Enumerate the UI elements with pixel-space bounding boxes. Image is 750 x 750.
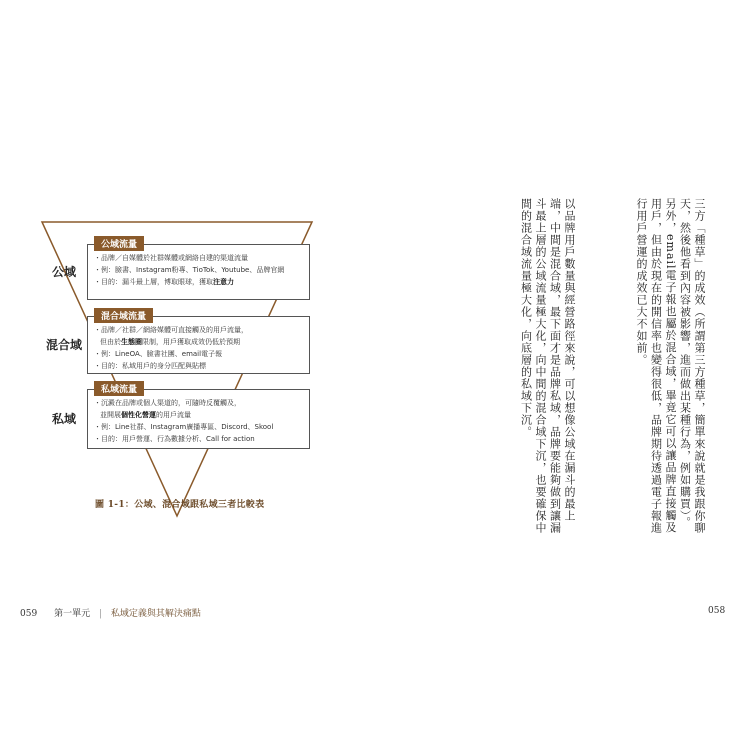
- footer-separator: |: [98, 609, 102, 619]
- public-domain-section: [42, 236, 310, 300]
- unit-label: 第一單元: [54, 609, 91, 619]
- private-domain-side-label: 私域: [51, 412, 76, 426]
- list-item: ・例：Line社群、Instagram廣播專區、Discord、Skool: [94, 423, 274, 431]
- right-page-footer: [708, 606, 725, 616]
- private-domain-tag: 私域流量: [94, 381, 144, 396]
- private-domain-section: [42, 381, 310, 449]
- list-item: ・沉澱在品牌或個人渠道的，可隨時反覆觸及，: [94, 399, 241, 407]
- right-page-number: 058: [708, 606, 726, 616]
- private-domain-list: [94, 397, 304, 445]
- public-domain-side-label: 公域: [51, 265, 76, 279]
- list-item: 但由於生態圈限制，用戶獲取成效仍低於預期: [100, 338, 240, 346]
- public-domain-list: [94, 252, 304, 288]
- list-item: ・目的：漏斗最上層，博取眼球，獲取注意力: [94, 278, 234, 286]
- chapter-title: 私域定義與其解決痛點: [110, 609, 201, 619]
- list-item: ・例：臉書、Instagram粉專、TioTok、Youtube、品牌官網: [94, 266, 285, 274]
- list-item: ・目的：用戶營運、行為數據分析、Call for action: [94, 435, 255, 443]
- list-item: ・品牌／社群／網絡媒體可直接觸及的用戶流量，: [94, 326, 248, 334]
- public-domain-tag: 公域流量: [94, 236, 144, 251]
- list-item: ・例：LineOA、臉書社團、email電子報: [94, 350, 223, 358]
- right-page-paragraph-1: 三方「種草」的成效（所謂第三方種草，簡單來說就是我跟你聊天，然後他看到內容被影響，進而做出某種行為，例如購買）。另外，email電子報也屬於混合域，畢竟它可以讓品牌直接觸及用戶，但由於現在的開信率也變得很低，品牌期待透過電子報進行用戶營運的成效已大不如前。: [635, 198, 706, 534]
- list-item: ・目的：私域用戶的身分匹配與貼標: [94, 362, 206, 370]
- list-item: ・品牌／自媒體於社群媒體或網絡自建的渠道流量: [94, 254, 248, 262]
- list-item: 並開展個性化營運的用戶流量: [100, 411, 191, 419]
- hybrid-domain-section: [42, 308, 310, 374]
- right-page-paragraph-2: 以品牌用戶數量與經營路徑來說，可以想像公域在漏斗的最上端，中間是混合域，最下面才是品牌私域，品牌要能夠做到讓漏斗最上層的公域流量極大化，向中間的混合域下沉，也要確保中間的混合域流量極大化，向底層的私域下沉。: [519, 198, 576, 534]
- left-page-footer: [20, 606, 201, 619]
- hybrid-domain-side-label: 混合域: [45, 338, 82, 352]
- hybrid-domain-tag: 混合域流量: [94, 308, 153, 323]
- figure-caption: 圖 1-1：公域、混合域跟私域三者比較表: [95, 500, 265, 510]
- hybrid-domain-list: [94, 324, 304, 372]
- left-page-number: 059: [20, 609, 38, 619]
